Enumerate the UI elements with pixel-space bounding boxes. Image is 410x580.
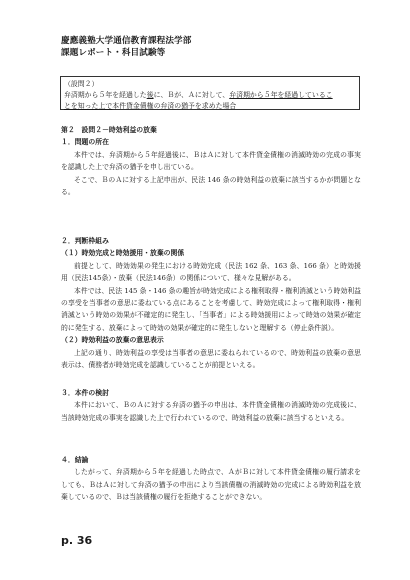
paragraph-framework-1: 前提として、時効効果の発生における時効完成（民法 162 条、163 条、166 条）と時効援用（民法145条）・放棄（民法146条）の関係について、様々な見解がある。 bbox=[61, 261, 361, 283]
section-block-1 bbox=[61, 124, 361, 198]
paragraph-issue-1: 本件では、弁済期から５年経過後に、ＢはＡに対して本件貸金債権の消滅時効の完成の事実を認識した上で弁済の猶予を申し出ている。 bbox=[61, 150, 361, 172]
heading-analysis: ３．本件の検討 bbox=[61, 389, 109, 397]
header-university: 慶應義塾大学通信教育課程法学部 bbox=[61, 36, 192, 46]
subheading-relation: （１）時効完成と時効援用・放棄の関係 bbox=[61, 249, 185, 258]
heading-issue: １．問題の所在 bbox=[61, 138, 109, 147]
question-label: （設問２） bbox=[64, 80, 99, 88]
q1-text-b: に、Ｂが、Ａに対して、 bbox=[153, 91, 230, 99]
section-block-3 bbox=[61, 387, 361, 424]
section-block-4 bbox=[61, 454, 361, 504]
q2-text: 本件貸金債権の弁済の猶予を求めた場合 bbox=[112, 102, 237, 110]
question-box bbox=[60, 76, 360, 110]
paragraph-issue-2: そこで、ＢのＡに対する上記申出が、民法 146 条の時効利益の放棄に該当するかが問題となる。 bbox=[61, 175, 361, 197]
q1-underline-b: 弁済期から５年を経過しているこ bbox=[229, 91, 333, 99]
subheading-waiver-intent: （２）時効利益の放棄の意思表示 bbox=[61, 336, 164, 345]
section-block-2 bbox=[61, 235, 361, 371]
paragraph-analysis: 本件において、ＢのＡに対する弁済の猶予の申出は、本件貸金債権の消滅時効の完成後に、当該時効完成の事実を認識した上で行われているので、時効利益の放棄に該当するといえる。 bbox=[61, 401, 361, 422]
page-number: p. 36 bbox=[61, 534, 93, 547]
section-title: 第２ 設問２－時効利益の放棄 bbox=[61, 126, 157, 134]
q2-underline: とを知った上で bbox=[64, 102, 113, 110]
heading-conclusion: ４．結論 bbox=[61, 456, 89, 464]
header-category: 課題レポート・科目試験等 bbox=[61, 48, 166, 58]
question-line-1 bbox=[64, 90, 356, 101]
question-line-2 bbox=[64, 101, 356, 112]
paragraph-framework-3: 上記の通り、時効利益の享受は当事者の意思に委ねられているので、時効利益の放棄の意思表示は、債務者が時効完成を認識していることが前提といえる。 bbox=[61, 348, 361, 370]
paragraph-conclusion: したがって、弁済期から５年を経過した時点で、ＡがＢに対して本件貸金債権の履行請求をしても、ＢはＡに対して弁済の猶予の申出により当該債権の消滅時効の完成による時効利益を放棄しているので、Ｂは当該債権の履行を拒絶することができない。 bbox=[61, 468, 361, 502]
q1-text-a: 弁済期から５年を経過した bbox=[64, 91, 147, 99]
heading-framework: ２．判断枠組み bbox=[61, 237, 109, 245]
paragraph-framework-2: 本件では、民法 145 条・146 条の趣旨が時効完成による権利取得・権利消滅という時効利益の享受を当事者の意思に委ねている点にあることを考慮して、時効完成によって権利取得・権利消滅という時効の効果が不確定的に発生し、「当事者」による時効援用によって時効の効果が確定的に発生する、放棄によって時効の効果が確定的に発生しないと理解する（停止条件説）。 bbox=[61, 286, 361, 332]
q1-underline-a: 後 bbox=[146, 91, 154, 99]
